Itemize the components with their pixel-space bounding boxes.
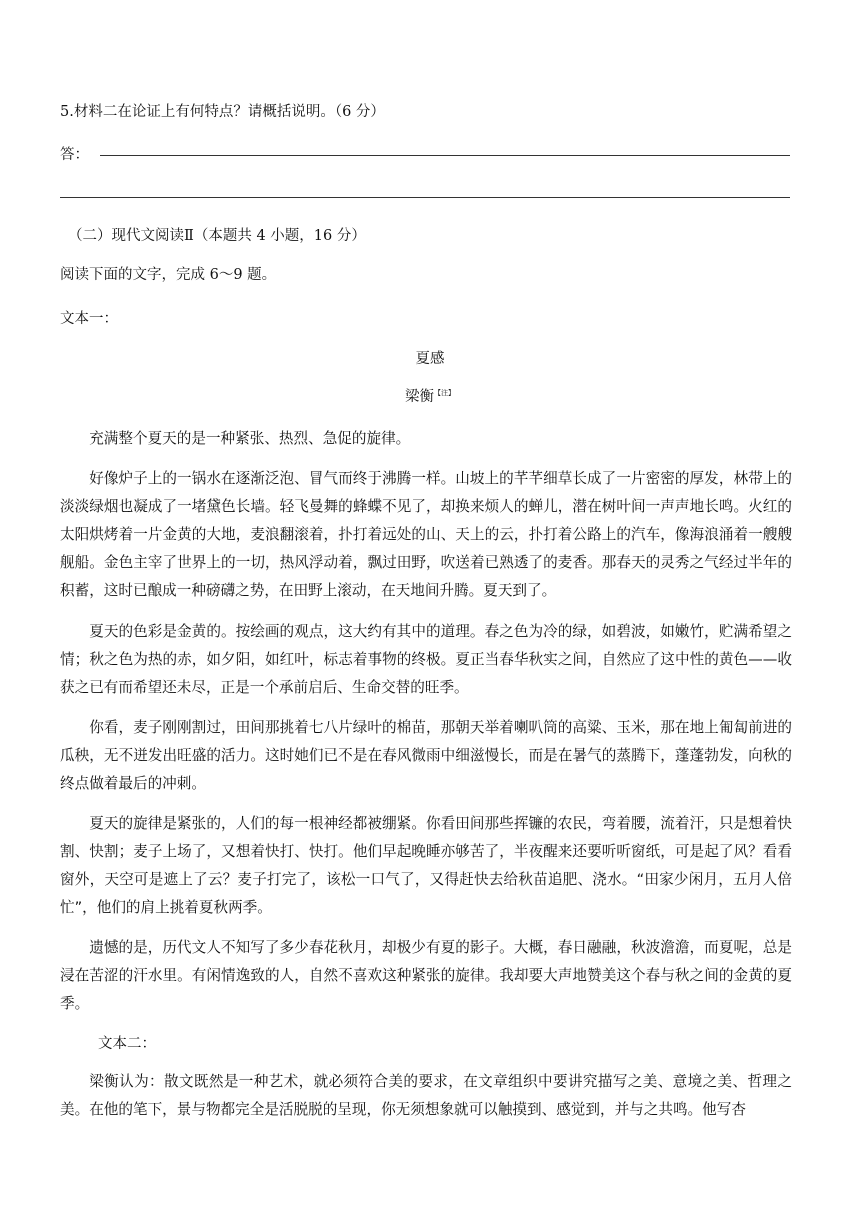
essay-paragraph: 你看，麦子刚刚割过，田间那挑着七八片绿叶的棉苗，那朝天举着喇叭筒的高粱、玉米，那在地上匍匐前进的瓜秧，无不迸发出旺盛的活力。这时她们已不是在春风微雨中细滋慢长，而是在暑气的蒸腾下，蓬蓬勃发，向秋的终点做着最后的冲刺。 bbox=[60, 719, 792, 792]
text-one-label: 文本一： bbox=[60, 311, 118, 327]
essay-author: 梁衡 bbox=[405, 389, 434, 405]
author-note-marker: 【注】 bbox=[434, 389, 455, 398]
answer-label: 答： bbox=[60, 147, 89, 163]
essay-paragraph: 好像炉子上的一锅水在逐渐泛泡、冒气而终于沸腾一样。山坡上的芊芊细草长成了一片密密的厚发，林带上的淡淡绿烟也凝成了一堵黛色长墙。轻飞曼舞的蜂蝶不见了，却换来烦人的蝉儿，潜在树叶间一声声地长鸣。火红的太阳烘烤着一片金黄的大地，麦浪翻滚着，扑打着远处的山、天上的云，扑打着公路上的汽车，像海浪涌着一艘艘舰船。金色主宰了世界上的一切，热风浮动着，飘过田野，吹送着已熟透了的麦香。那春天的灵秀之气经过半年的积蓄，这时已酿成一种磅礴之势，在田野上滚动，在天地间升腾。夏天到了。 bbox=[60, 470, 792, 599]
section-heading: （二）现代文阅读Ⅱ（本题共 4 小题，16 分） bbox=[68, 228, 366, 244]
essay-author-line bbox=[0, 385, 860, 406]
question-5-prompt: 5.材料二在论证上有何特点？请概括说明。（6 分） bbox=[60, 104, 385, 120]
essay-paragraph: 遗憾的是，历代文人不知写了多少春花秋月，却极少有夏的影子。大概，春日融融，秋波澹澹，而夏呢，总是浸在苦涩的汗水里。有闲情逸致的人，自然不喜欢这种紧张的旋律。我却要大声地赞美这个春与秋之间的金黄的夏季。 bbox=[60, 939, 792, 1012]
answer-line-1[interactable] bbox=[100, 155, 790, 156]
text-two-label: 文本二： bbox=[98, 1036, 156, 1052]
essay-paragraph: 充满整个夏天的是一种紧张、热烈、急促的旋律。 bbox=[89, 430, 411, 447]
essay-paragraph: 夏天的旋律是紧张的，人们的每一根神经都被绷紧。你看田间那些挥镰的农民，弯着腰，流着汗，只是想着快割、快割；麦子上场了，又想着快打、快打。他们早起晚睡亦够苦了，半夜醒来还要听听窗纸，可是起了风？看看窗外，天空可是遮上了云？麦子打完了，该松一口气了，又得赶快去给秋苗追肥、浇水。“田家少闲月，五月人倍忙”，他们的肩上挑着夏秋两季。 bbox=[60, 815, 792, 916]
answer-line-2[interactable] bbox=[60, 197, 790, 198]
essay-title: 夏感 bbox=[415, 351, 445, 367]
essay-paragraph: 夏天的色彩是金黄的。按绘画的观点，这大约有其中的道理。春之色为冷的绿，如碧波，如嫩竹，贮满希望之情；秋之色为热的赤，如夕阳，如红叶，标志着事物的终极。夏正当春华秋实之间，自然应了这中性的黄色——收获之已有而希望还未尽，正是一个承前启后、生命交替的旺季。 bbox=[60, 623, 792, 696]
reading-instruction: 阅读下面的文字，完成 6～9 题。 bbox=[60, 267, 277, 283]
text-two-paragraph: 梁衡认为：散文既然是一种艺术，就必须符合美的要求，在文章组织中要讲究描写之美、意境之美、哲理之美。在他的笔下，景与物都完全是活脱脱的呈现，你无须想象就可以触摸到、感觉到，并与之共鸣。他写杏 bbox=[60, 1073, 792, 1118]
